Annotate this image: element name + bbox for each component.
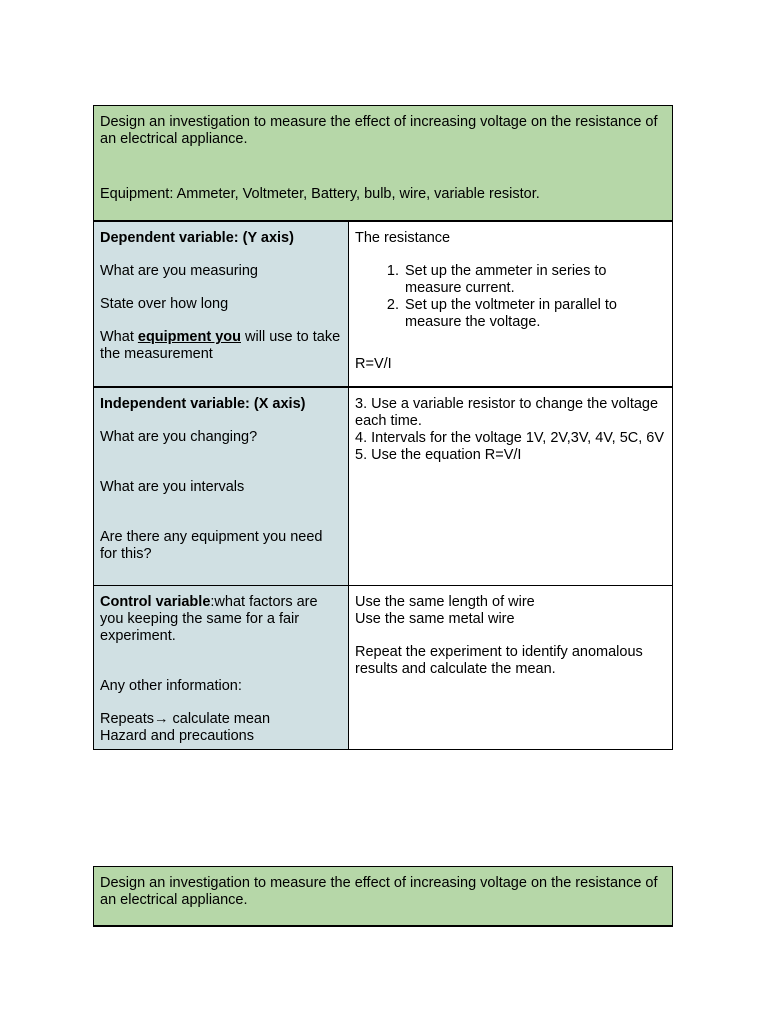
header-2-title: Design an investigation to measure the effect of increasing voltage on the resistance of an electrical appliance. bbox=[100, 875, 658, 908]
independent-a1: 3. Use a variable resistor to change the voltage each time. bbox=[355, 396, 659, 429]
independent-q1: What are you changing? bbox=[100, 429, 258, 445]
control-q2: Any other information: bbox=[100, 678, 242, 694]
dependent-steps bbox=[355, 263, 666, 331]
dependent-answers bbox=[349, 222, 672, 386]
control-prompts bbox=[94, 586, 349, 749]
investigation-table bbox=[93, 105, 673, 750]
control-row bbox=[93, 586, 673, 750]
independent-q3: Are there any equipment you need for this? bbox=[100, 529, 323, 562]
independent-answers bbox=[349, 388, 672, 585]
control-q4: Hazard and precautions bbox=[100, 728, 254, 744]
independent-prompts bbox=[94, 388, 349, 585]
dependent-q3: What equipment you will use to take the measurement bbox=[100, 329, 341, 362]
independent-q2: What are you intervals bbox=[100, 479, 245, 495]
control-a3: Repeat the experiment to identify anomalous results and calculate the mean. bbox=[355, 644, 643, 677]
independent-heading: Independent variable: (X axis) bbox=[100, 396, 306, 412]
independent-a3: 5. Use the equation R=V/I bbox=[355, 447, 522, 463]
dependent-answer-title: The resistance bbox=[355, 230, 451, 246]
dependent-q2: State over how long bbox=[100, 296, 229, 312]
header-title: Design an investigation to measure the effect of increasing voltage on the resistance of an electrical appliance. bbox=[100, 114, 658, 147]
list-item: 1. Set up the ammeter in series to measure current. bbox=[386, 263, 607, 296]
table-header bbox=[93, 105, 673, 222]
formula: R=V/I bbox=[355, 356, 392, 372]
dependent-q1: What are you measuring bbox=[100, 263, 258, 279]
investigation-table-2 bbox=[93, 866, 673, 927]
independent-a2: 4. Intervals for the voltage 1V, 2V,3V, 4V, 5C, 6V bbox=[355, 430, 665, 446]
control-a1: Use the same length of wire bbox=[355, 594, 535, 610]
independent-row bbox=[93, 388, 673, 586]
header-equipment: Equipment: Ammeter, Voltmeter, Battery, bulb, wire, variable resistor. bbox=[100, 186, 540, 202]
dependent-row bbox=[93, 222, 673, 388]
list-item: 2. Set up the voltmeter in parallel to measure the voltage. bbox=[386, 297, 617, 330]
control-answers bbox=[349, 586, 672, 749]
dependent-prompts bbox=[94, 222, 349, 386]
dependent-heading: Dependent variable: (Y axis) bbox=[100, 230, 294, 246]
control-heading: Control variable:what factors are you keeping the same for a fair experiment. bbox=[100, 594, 318, 644]
control-a2: Use the same metal wire bbox=[355, 611, 515, 627]
control-q3: Repeats→ calculate mean bbox=[100, 711, 271, 727]
table-2-header bbox=[93, 866, 673, 927]
